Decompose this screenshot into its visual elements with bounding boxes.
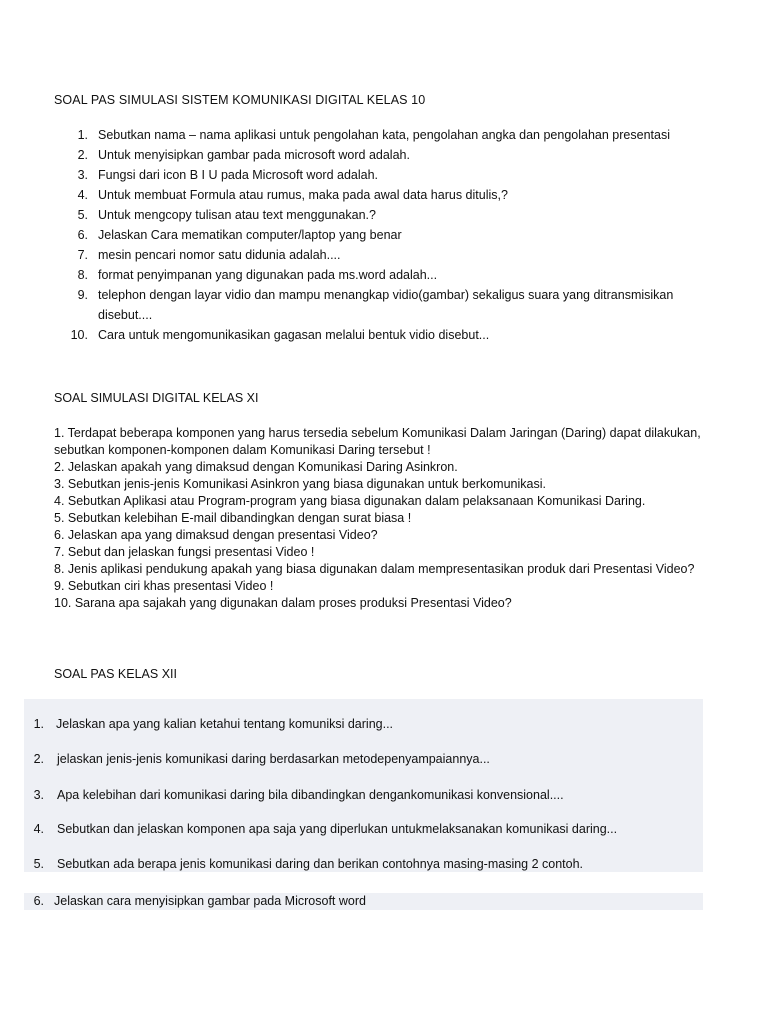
item-number: 6. [33,894,44,908]
list-item [0,185,768,205]
list-item [0,285,768,325]
item-number: 3. [77,168,88,182]
item-number: 2. [77,148,88,162]
item-number: 1. [33,717,44,731]
item-text: Untuk menyisipkan gambar pada microsoft word adalah. [98,148,410,162]
list-item [0,125,768,145]
item-text: mesin pencari nomor satu didunia adalah.... [98,248,341,262]
list-item [0,145,768,165]
list-item [0,325,768,345]
item-text: Sebutkan ada berapa jenis komunikasi daring dan berikan contohnya masing-masing 2 contoh. [57,857,584,871]
list-item: 8. Jenis aplikasi pendukung apakah yang biasa digunakan dalam mempresentasikan produk dari Presentasi Video? [54,562,695,576]
item-number: 5. [33,857,44,871]
section2-title: SOAL SIMULASI DIGITAL KELAS XI [54,391,259,405]
section2-question-list [54,425,704,612]
list-item [0,265,768,285]
section1-title: SOAL PAS SIMULASI SISTEM KOMUNIKASI DIGITAL KELAS 10 [54,93,426,107]
list-item [0,225,768,245]
list-item: 7. Sebut dan jelaskan fungsi presentasi Video ! [54,545,315,559]
item-number: 3. [33,788,44,802]
item-number: 1. [77,128,88,142]
section1-question-list [0,125,768,345]
item-number: 2. [33,752,44,766]
item-number: 8. [77,268,88,282]
item-text: Fungsi dari icon B I U pada Microsoft word adalah. [98,168,378,182]
list-item: 5. Sebutkan kelebihan E-mail dibandingkan dengan surat biasa ! [54,511,412,525]
item-text: Sebutkan nama – nama aplikasi untuk pengolahan kata, pengolahan angka dan pengolahan presentasi [98,128,670,142]
list-item [0,245,768,265]
item-number: 4. [33,822,44,836]
list-item: 2. Jelaskan apakah yang dimaksud dengan Komunikasi Daring Asinkron. [54,460,458,474]
list-item: 4. Sebutkan Aplikasi atau Program-program yang biasa digunakan dalam pelaksanaan Komunikasi Daring. [54,494,646,508]
item-text: Untuk membuat Formula atau rumus, maka pada awal data harus ditulis,? [98,188,508,202]
item-text: Sebutkan dan jelaskan komponen apa saja yang diperlukan untukmelaksanakan komunikasi daring... [57,822,618,836]
list-item: 3. Sebutkan jenis-jenis Komunikasi Asinkron yang biasa digunakan untuk berkomunikasi. [54,477,546,491]
item-text: Cara untuk mengomunikasikan gagasan melalui bentuk vidio disebut... [98,328,490,342]
list-item: 9. Sebutkan ciri khas presentasi Video ! [54,579,274,593]
item-text: Apa kelebihan dari komunikasi daring bila dibandingkan dengankomunikasi konvensional.... [57,788,564,802]
list-item: 6. Jelaskan apa yang dimaksud dengan presentasi Video? [54,528,378,542]
item-text: format penyimpanan yang digunakan pada ms.word adalah... [98,268,438,282]
item-text: Jelaskan Cara mematikan computer/laptop yang benar [98,228,402,242]
item-number: 5. [77,208,88,222]
list-item [0,165,768,185]
list-item [0,205,768,225]
item-text: Jelaskan cara menyisipkan gambar pada Microsoft word [54,894,366,908]
item-number: 7. [77,248,88,262]
item-text: jelaskan jenis-jenis komunikasi daring berdasarkan metodepenyampaiannya... [57,752,490,766]
list-item: 10. Sarana apa sajakah yang digunakan dalam proses produksi Presentasi Video? [54,596,512,610]
item-number: 6. [77,228,88,242]
item-text: telephon dengan layar vidio dan mampu menangkap vidio(gambar) sekaligus suara yang ditransmisikan disebut.... [98,288,674,322]
item-text: Jelaskan apa yang kalian ketahui tentang komuniksi daring... [56,717,394,731]
list-item: 1. Terdapat beberapa komponen yang harus tersedia sebelum Komunikasi Dalam Jaringan (Daring) dapat dilakukan, sebutkan komponen-komponen dalam Komunikasi Daring tersebut ! [54,426,701,457]
item-number: 9. [77,288,88,302]
item-number: 10. [70,328,88,342]
item-text: Untuk mengcopy tulisan atau text menggunakan.? [98,208,376,222]
item-number: 4. [77,188,88,202]
section3-title: SOAL PAS KELAS XII [54,667,177,681]
